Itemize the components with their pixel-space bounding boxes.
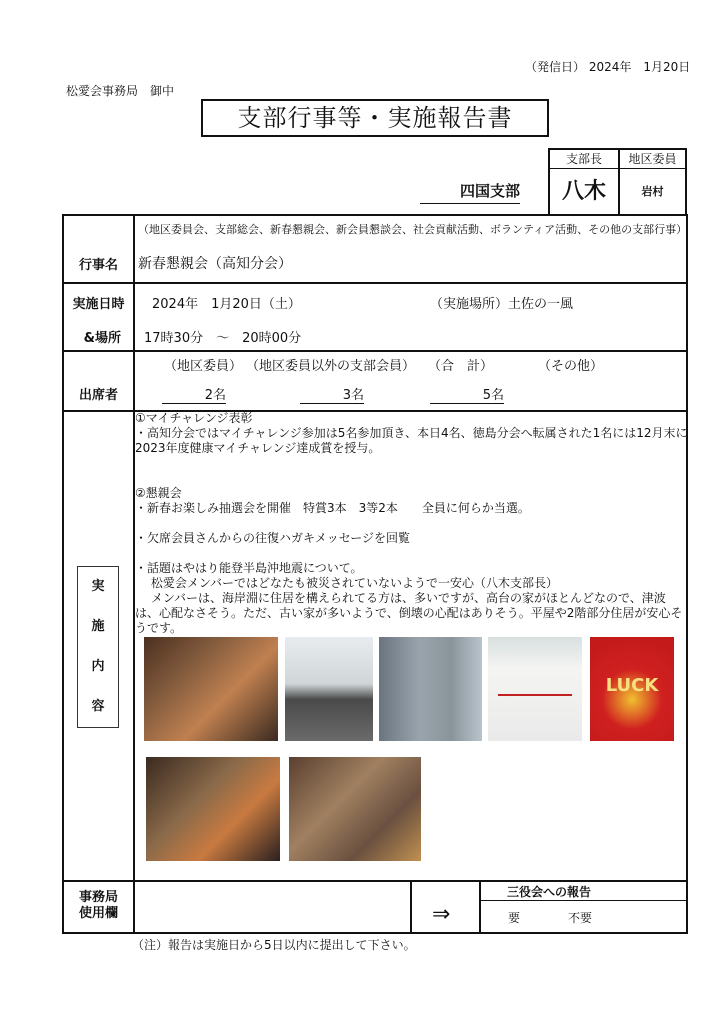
office-use-label-line1: 事務局 <box>78 890 118 905</box>
report-required-option[interactable]: 要 <box>508 911 521 925</box>
content-paragraph: ・話題はやはり能登半島沖地震について。 <box>135 561 363 575</box>
event-name-value: 新春懇親会（高知分会） <box>138 256 292 272</box>
district-member-label: 地区委員 <box>620 150 685 169</box>
award-envelope-photo <box>488 637 582 741</box>
district-member-signature: 岩村 <box>641 185 664 198</box>
event-time: 17時30分 ～ 20時00分 <box>144 331 302 346</box>
content-paragraph: ・欠席会員さんからの往復ハガキメッセージを回覧 <box>135 531 411 545</box>
dinner-table-photo-1 <box>146 757 280 861</box>
recipient: 松愛会事務局 御中 <box>66 84 175 98</box>
event-types-hint: （地区委員会、支部総会、新春懇親会、新会員懇談会、社会貢献活動、ボランティア活動、その他の支部行事） <box>138 223 688 236</box>
footer-note: （注）報告は実施日から5日以内に提出して下さい。 <box>132 938 416 952</box>
event-venue: （実施場所）土佐の一風 <box>430 297 574 312</box>
page-title: 支部行事等・実施報告書 <box>201 99 549 137</box>
arrow-right-icon: ⇒ <box>432 902 451 927</box>
man-holding-gift-photo <box>285 637 373 741</box>
district-member-cell <box>620 150 685 214</box>
group-dinner-photo <box>144 637 278 741</box>
building-clock-photo <box>379 637 482 741</box>
content-heading-challenge: ①マイチャレンジ表彰 <box>135 411 253 425</box>
row-divider <box>64 350 686 352</box>
attendee-count-district: 2名 <box>162 384 226 404</box>
content-body <box>135 411 688 636</box>
office-use-label-line2: 使用欄 <box>78 906 118 921</box>
content-spacer <box>135 456 688 471</box>
lucky-text: LUCK <box>605 675 659 696</box>
branch-chief-label: 支部長 <box>550 150 618 169</box>
office-use-label <box>64 890 133 922</box>
content-label-char: 内 <box>91 659 105 674</box>
branch-chief-cell <box>550 150 620 214</box>
lucky-chance-photo <box>590 637 674 741</box>
attendee-header-members: （地区委員以外の支部会員） <box>246 359 416 374</box>
attendee-count-members: 3名 <box>300 384 364 404</box>
issue-date: （発信日） 2024年 1月20日 <box>525 60 691 74</box>
row-divider <box>64 282 686 284</box>
branch-chief-signature: 八木 <box>561 178 606 204</box>
content-paragraph: 松愛会メンバーではどなたも被災されていないようで一安心（八木支部長） <box>135 576 558 590</box>
attendee-header-district: （地区委員） <box>164 359 243 374</box>
venue-label: &場所 <box>83 331 121 346</box>
signature-table <box>548 148 687 216</box>
content-label-char: 施 <box>91 619 105 634</box>
attendee-header-other: （その他） <box>538 359 604 374</box>
attendee-count-total: 5名 <box>430 384 504 404</box>
attendees-label: 出席者 <box>78 388 118 403</box>
content-label <box>77 566 119 728</box>
event-date: 2024年 1月20日（土） <box>152 297 301 312</box>
report-divider <box>479 900 688 901</box>
branch-name: 四国支部 <box>420 180 520 204</box>
row-divider <box>64 880 686 882</box>
datetime-label: 実施日時 <box>72 297 125 312</box>
office-divider <box>479 880 481 934</box>
label-column-divider <box>133 880 135 934</box>
content-paragraph: メンバーは、海岸淵に住居を構えられてる方は、多いですが、高台の家がほとんどなので、津波は、心配なさそう。ただ、古い家が多いようで、倒壊の心配はありそう。平屋や2階部分住居が安心そうです。 <box>135 591 683 635</box>
board-report-title: 三役会への報告 <box>507 885 592 899</box>
event-name-label: 行事名 <box>78 258 118 273</box>
content-paragraph: ・新春お楽しみ抽選会を開催 特賞3本 3等2本 全員に何らか当選。 <box>135 501 530 515</box>
content-spacer <box>135 471 688 486</box>
attendee-header-total: （合 計） <box>428 359 494 374</box>
content-label-char: 実 <box>91 579 105 594</box>
content-spacer <box>135 546 688 561</box>
content-heading-party: ②懇親会 <box>135 486 182 500</box>
office-divider <box>410 880 412 934</box>
report-not-required-option[interactable]: 不要 <box>568 911 593 925</box>
report-form <box>62 214 688 934</box>
content-paragraph: ・高知分会ではマイチャレンジ参加は5名参加頂き、本日4名、徳島分会へ転属された1名には12月末に2023年度健康マイチャレンジ達成賞を授与。 <box>135 426 688 455</box>
content-spacer <box>135 516 688 531</box>
content-label-char: 容 <box>91 699 105 714</box>
dinner-table-photo-2 <box>289 757 421 861</box>
ribbon-decoration <box>498 694 572 696</box>
